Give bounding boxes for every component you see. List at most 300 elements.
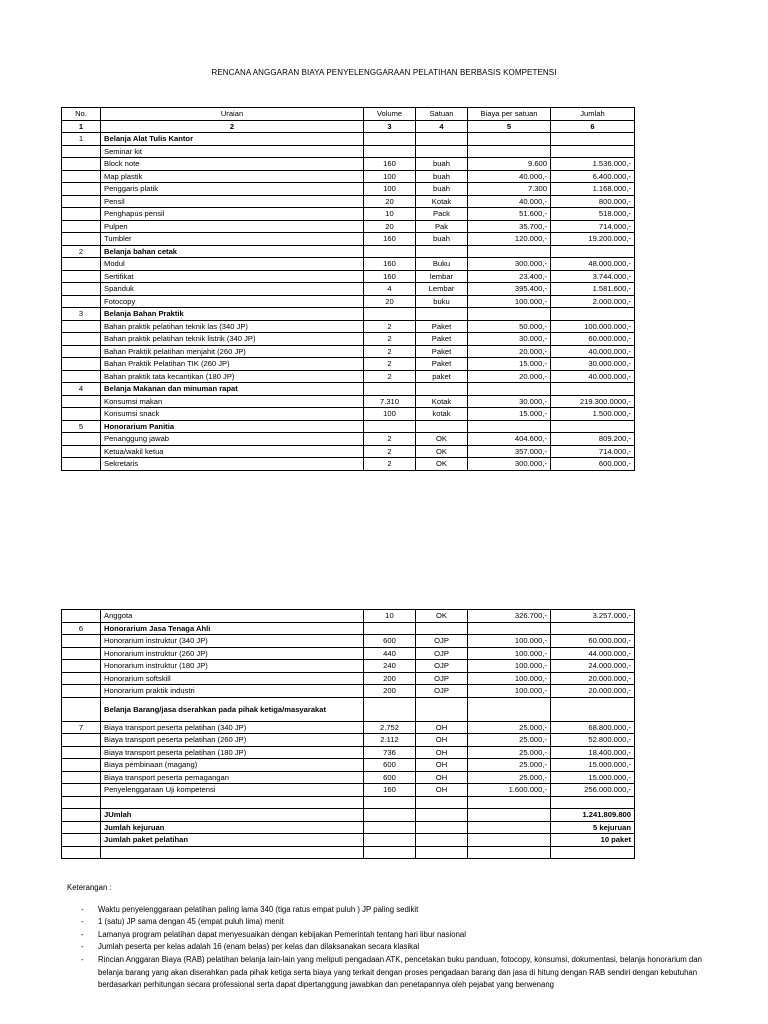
cell-uraian: Honorarium instruktur (180 JP) (101, 660, 364, 673)
cell-biaya-per-satuan (468, 846, 551, 859)
cell-satuan (416, 697, 468, 721)
cell-uraian: Biaya pembinaan (magang) (101, 759, 364, 772)
cell-satuan: buku (416, 295, 468, 308)
cell-jumlah (551, 622, 635, 635)
cell-uraian: Belanja Alat Tulis Kantor (101, 133, 364, 146)
cell-volume: 600 (364, 771, 416, 784)
cell-biaya-per-satuan: 326.700,- (468, 610, 551, 623)
note-item (67, 904, 707, 917)
cell-no (62, 771, 101, 784)
table-row (62, 370, 635, 383)
table-row (62, 771, 635, 784)
cell-volume: 2 (364, 333, 416, 346)
table-row (62, 308, 635, 321)
cell-no (62, 158, 101, 171)
cell-uraian: Biaya transport peserta pelatihan (260 JP) (101, 734, 364, 747)
cell-volume: 2 (364, 358, 416, 371)
cell-no (62, 358, 101, 371)
table-row (62, 821, 635, 834)
cell-jumlah (551, 383, 635, 396)
cell-no (62, 685, 101, 698)
cell-biaya-per-satuan: 100.000,- (468, 295, 551, 308)
cell-uraian: Jumlah paket pelatihan (101, 834, 364, 847)
table-row (62, 746, 635, 759)
cell-biaya-per-satuan (468, 245, 551, 258)
note-item (67, 916, 707, 929)
cell-volume: 160 (364, 158, 416, 171)
col-number-6: 6 (551, 120, 635, 133)
cell-jumlah: 40.000.000,- (551, 345, 635, 358)
cell-satuan: Lembar (416, 283, 468, 296)
document-title: RENCANA ANGGARAN BIAYA PENYELENGGARAAN PELATIHAN BERBASIS KOMPETENSI (211, 68, 557, 77)
cell-satuan: Paket (416, 333, 468, 346)
cell-uraian: Honorarium instruktur (340 JP) (101, 635, 364, 648)
cell-satuan: buah (416, 183, 468, 196)
cell-jumlah: 48.000.000,- (551, 258, 635, 271)
cell-biaya-per-satuan (468, 622, 551, 635)
cell-no (62, 220, 101, 233)
table-row (62, 796, 635, 809)
cell-volume: 20 (364, 195, 416, 208)
table-row (62, 195, 635, 208)
table-row (62, 685, 635, 698)
cell-uraian: Honorarium Jasa Tenaga Ahli (101, 622, 364, 635)
cell-no (62, 445, 101, 458)
cell-uraian: Konsumsi snack (101, 408, 364, 421)
cell-satuan (416, 420, 468, 433)
cell-jumlah: 40.000.000,- (551, 370, 635, 383)
cell-satuan (416, 308, 468, 321)
table-row (62, 220, 635, 233)
cell-biaya-per-satuan: 395.400,- (468, 283, 551, 296)
header-satuan: Satuan (416, 108, 468, 121)
cell-no: 7 (62, 721, 101, 734)
cell-jumlah: 256.000.000,- (551, 784, 635, 797)
header-uraian: Uraian (101, 108, 364, 121)
cell-volume: 160 (364, 258, 416, 271)
table-row (62, 647, 635, 660)
cell-jumlah: 600.000,- (551, 458, 635, 471)
cell-jumlah (551, 697, 635, 721)
cell-volume: 10 (364, 208, 416, 221)
table-row (62, 458, 635, 471)
table-row (62, 133, 635, 146)
cell-no (62, 697, 101, 721)
table-row (62, 635, 635, 648)
table-row (62, 333, 635, 346)
cell-no (62, 395, 101, 408)
table-row (62, 383, 635, 396)
cell-no (62, 170, 101, 183)
cell-jumlah: 219.300.0000,- (551, 395, 635, 408)
cell-jumlah: 68.800.000,- (551, 721, 635, 734)
cell-jumlah (551, 796, 635, 809)
cell-satuan: OK (416, 458, 468, 471)
cell-biaya-per-satuan: 23.400,- (468, 270, 551, 283)
cell-uraian: Sertifikat (101, 270, 364, 283)
cell-uraian: Honorarium Panitia (101, 420, 364, 433)
cell-jumlah: 2.000.000,- (551, 295, 635, 308)
cell-satuan: OH (416, 746, 468, 759)
cell-volume: 736 (364, 746, 416, 759)
cell-biaya-per-satuan: 15.000,- (468, 358, 551, 371)
cell-satuan: buah (416, 170, 468, 183)
cell-jumlah: 1.581.600,- (551, 283, 635, 296)
note-item (67, 954, 707, 992)
cell-volume: 160 (364, 233, 416, 246)
cell-jumlah: 15.000.000,- (551, 771, 635, 784)
cell-no (62, 784, 101, 797)
cell-jumlah: 6.400.000,- (551, 170, 635, 183)
cell-uraian: Belanja bahan cetak (101, 245, 364, 258)
cell-satuan: lembar (416, 270, 468, 283)
cell-uraian: Honorarium softskill (101, 672, 364, 685)
cell-satuan: Kotak (416, 195, 468, 208)
cell-biaya-per-satuan: 404.600,- (468, 433, 551, 446)
cell-satuan (416, 383, 468, 396)
cell-uraian: Anggota (101, 610, 364, 623)
cell-volume (364, 846, 416, 859)
cell-volume: 20 (364, 295, 416, 308)
cell-satuan: OJP (416, 635, 468, 648)
cell-uraian: Bahan praktik pelatihan teknik listrik (340 JP) (101, 333, 364, 346)
cell-jumlah: 20.000.000,- (551, 685, 635, 698)
cell-biaya-per-satuan: 30.000,- (468, 333, 551, 346)
cell-volume: 100 (364, 170, 416, 183)
cell-volume (364, 308, 416, 321)
header-biaya: Biaya per satuan (468, 108, 551, 121)
cell-no (62, 283, 101, 296)
cell-jumlah: 714.000,- (551, 220, 635, 233)
cell-uraian: Block note (101, 158, 364, 171)
cell-satuan: OK (416, 610, 468, 623)
table-row (62, 295, 635, 308)
cell-uraian: Penggaris platik (101, 183, 364, 196)
cell-biaya-per-satuan: 100.000,- (468, 660, 551, 673)
cell-no (62, 821, 101, 834)
cell-no: 2 (62, 245, 101, 258)
cell-no (62, 834, 101, 847)
cell-biaya-per-satuan (468, 796, 551, 809)
note-bullet: - (81, 954, 84, 964)
table-row (62, 672, 635, 685)
cell-uraian: Pensil (101, 195, 364, 208)
cell-uraian: Penanggung jawab (101, 433, 364, 446)
cell-volume: 2 (364, 370, 416, 383)
note-bullet: - (81, 904, 84, 914)
cell-volume: 440 (364, 647, 416, 660)
cell-volume: 100 (364, 183, 416, 196)
cell-jumlah: 3.257.000,- (551, 610, 635, 623)
cell-biaya-per-satuan: 7.300 (468, 183, 551, 196)
table-row (62, 183, 635, 196)
table-row (62, 697, 635, 721)
cell-uraian: Spanduk (101, 283, 364, 296)
notes-section (67, 882, 707, 992)
cell-biaya-per-satuan: 100.000,- (468, 647, 551, 660)
cell-biaya-per-satuan: 25.000,- (468, 759, 551, 772)
cell-jumlah: 30.000.000,- (551, 358, 635, 371)
cell-uraian: JUmlah (101, 809, 364, 822)
cell-satuan: OK (416, 433, 468, 446)
cell-biaya-per-satuan (468, 821, 551, 834)
cell-no (62, 796, 101, 809)
table-row (62, 208, 635, 221)
cell-satuan: OK (416, 445, 468, 458)
cell-satuan (416, 145, 468, 158)
col-number-4: 4 (416, 120, 468, 133)
cell-volume (364, 245, 416, 258)
cell-jumlah (551, 846, 635, 859)
cell-satuan: Pak (416, 220, 468, 233)
col-number-2: 2 (101, 120, 364, 133)
cell-no (62, 759, 101, 772)
cell-uraian: Pulpen (101, 220, 364, 233)
cell-jumlah: 1.241.809.800 (551, 809, 635, 822)
table-row (62, 445, 635, 458)
cell-volume: 2 (364, 433, 416, 446)
cell-satuan: buah (416, 233, 468, 246)
table-row (62, 270, 635, 283)
cell-no (62, 295, 101, 308)
cell-satuan: Paket (416, 358, 468, 371)
cell-satuan (416, 622, 468, 635)
cell-volume: 7.310 (364, 395, 416, 408)
cell-no (62, 208, 101, 221)
cell-volume (364, 834, 416, 847)
cell-volume: 2 (364, 458, 416, 471)
cell-no: 3 (62, 308, 101, 321)
cell-uraian: Biaya transport peserta pelatihan (180 JP) (101, 746, 364, 759)
cell-no (62, 270, 101, 283)
cell-biaya-per-satuan: 40.000,- (468, 195, 551, 208)
cell-satuan: OH (416, 721, 468, 734)
cell-volume (364, 697, 416, 721)
cell-satuan: buah (416, 158, 468, 171)
cell-jumlah: 60.000.000,- (551, 333, 635, 346)
cell-uraian: Belanja Barang/jasa dserahkan pada pihak ketiga/masyarakat (101, 697, 364, 721)
cell-jumlah: 1.536.000,- (551, 158, 635, 171)
cell-biaya-per-satuan: 9.600 (468, 158, 551, 171)
table-row (62, 759, 635, 772)
cell-biaya-per-satuan: 51.600,- (468, 208, 551, 221)
cell-jumlah: 518.000,- (551, 208, 635, 221)
cell-no: 6 (62, 622, 101, 635)
cell-jumlah (551, 308, 635, 321)
cell-biaya-per-satuan (468, 834, 551, 847)
table-row (62, 320, 635, 333)
table-row (62, 145, 635, 158)
cell-volume (364, 796, 416, 809)
col-number-5: 5 (468, 120, 551, 133)
cell-biaya-per-satuan (468, 697, 551, 721)
cell-volume (364, 383, 416, 396)
table-row (62, 258, 635, 271)
cell-uraian: Konsumsi makan (101, 395, 364, 408)
cell-satuan (416, 834, 468, 847)
table-row (62, 734, 635, 747)
note-bullet: - (81, 942, 84, 952)
cell-volume: 2.752 (364, 721, 416, 734)
cell-biaya-per-satuan: 100.000,- (468, 672, 551, 685)
cell-biaya-per-satuan: 300.000,- (468, 258, 551, 271)
cell-jumlah: 15.000.000,- (551, 759, 635, 772)
cell-no (62, 846, 101, 859)
table-row (62, 245, 635, 258)
cell-satuan: paket (416, 370, 468, 383)
cell-jumlah (551, 420, 635, 433)
table-row (62, 233, 635, 246)
cell-uraian: Penyelenggaraan Uji kompetensi (101, 784, 364, 797)
cell-satuan (416, 796, 468, 809)
cell-volume (364, 821, 416, 834)
cell-satuan: OH (416, 734, 468, 747)
cell-biaya-per-satuan: 25.000,- (468, 771, 551, 784)
cell-uraian: Bahan praktik tata kecantikan (180 JP) (101, 370, 364, 383)
cell-no (62, 145, 101, 158)
cell-jumlah: 44.000.000,- (551, 647, 635, 660)
table-row (62, 433, 635, 446)
cell-satuan: OJP (416, 660, 468, 673)
cell-biaya-per-satuan: 50.000,- (468, 320, 551, 333)
cell-jumlah: 714.000,- (551, 445, 635, 458)
cell-no (62, 433, 101, 446)
table-header-row (62, 108, 635, 121)
cell-jumlah: 5 kejuruan (551, 821, 635, 834)
cell-satuan: Paket (416, 345, 468, 358)
cell-no (62, 370, 101, 383)
cell-uraian: Belanja Bahan Praktik (101, 308, 364, 321)
cell-volume: 2 (364, 345, 416, 358)
cell-biaya-per-satuan: 300.000,- (468, 458, 551, 471)
cell-no (62, 746, 101, 759)
cell-biaya-per-satuan: 100.000,- (468, 685, 551, 698)
cell-volume: 4 (364, 283, 416, 296)
cell-uraian: Fotocopy (101, 295, 364, 308)
cell-uraian: Tumbler (101, 233, 364, 246)
cell-no: 4 (62, 383, 101, 396)
cell-volume (364, 133, 416, 146)
header-jumlah: Jumlah (551, 108, 635, 121)
cell-satuan (416, 846, 468, 859)
note-text: Lamanya program pelatihan dapat menyesuaikan dengan kebijakan Pemerintah tentang hari libur nasional (98, 929, 466, 939)
cell-volume: 2 (364, 320, 416, 333)
cell-no (62, 345, 101, 358)
table-row (62, 170, 635, 183)
cell-no (62, 647, 101, 660)
cell-volume: 600 (364, 759, 416, 772)
cell-uraian: Honorarium praktik industri (101, 685, 364, 698)
cell-biaya-per-satuan (468, 383, 551, 396)
cell-biaya-per-satuan (468, 145, 551, 158)
table-row (62, 158, 635, 171)
cell-no (62, 333, 101, 346)
cell-uraian: Biaya transport peserta pemagangan (101, 771, 364, 784)
notes-list (67, 904, 707, 992)
cell-volume: 600 (364, 635, 416, 648)
table-row (62, 846, 635, 859)
cell-biaya-per-satuan: 35.700,- (468, 220, 551, 233)
cell-jumlah: 60.000.000,- (551, 635, 635, 648)
cell-jumlah (551, 133, 635, 146)
cell-biaya-per-satuan: 15.000,- (468, 408, 551, 421)
cell-no (62, 195, 101, 208)
cell-jumlah: 800.000,- (551, 195, 635, 208)
cell-biaya-per-satuan (468, 420, 551, 433)
cell-uraian: Jumlah kejuruan (101, 821, 364, 834)
table-row (62, 420, 635, 433)
cell-biaya-per-satuan: 1.600.000,- (468, 784, 551, 797)
cell-no (62, 672, 101, 685)
cell-uraian: Biaya transport peserta pelatihan (340 JP) (101, 721, 364, 734)
table-row (62, 809, 635, 822)
table-row (62, 660, 635, 673)
col-number-3: 3 (364, 120, 416, 133)
note-text: 1 (satu) JP sama dengan 45 (empat puluh lima) menit (98, 917, 284, 927)
cell-no (62, 734, 101, 747)
cell-biaya-per-satuan (468, 308, 551, 321)
cell-jumlah: 10 paket (551, 834, 635, 847)
cell-satuan: Pack (416, 208, 468, 221)
col-number-1: 1 (62, 120, 101, 133)
note-item (67, 941, 707, 954)
cell-volume: 20 (364, 220, 416, 233)
column-number-row (62, 120, 635, 133)
cell-biaya-per-satuan: 20.000,- (468, 370, 551, 383)
cell-satuan: OH (416, 784, 468, 797)
table-row (62, 408, 635, 421)
table-row (62, 784, 635, 797)
cell-uraian: Modul (101, 258, 364, 271)
cell-jumlah: 3.744.000,- (551, 270, 635, 283)
cell-jumlah: 1.500.000,- (551, 408, 635, 421)
cell-volume: 100 (364, 408, 416, 421)
cell-jumlah: 24.000.000,- (551, 660, 635, 673)
cell-volume: 160 (364, 270, 416, 283)
table-row (62, 622, 635, 635)
cell-satuan (416, 245, 468, 258)
budget-table-part-1 (61, 107, 635, 471)
table-row (62, 395, 635, 408)
cell-satuan: Buku (416, 258, 468, 271)
cell-no (62, 233, 101, 246)
cell-volume: 2 (364, 445, 416, 458)
cell-jumlah: 19.200.000,- (551, 233, 635, 246)
cell-uraian: Sekretaris (101, 458, 364, 471)
table-row (62, 610, 635, 623)
note-bullet: - (81, 929, 84, 939)
cell-no (62, 660, 101, 673)
table-row (62, 345, 635, 358)
cell-uraian: Bahan praktik pelatihan teknik las (340 JP) (101, 320, 364, 333)
cell-satuan: Kotak (416, 395, 468, 408)
cell-uraian: Map plastik (101, 170, 364, 183)
cell-uraian: Penghapus pensil (101, 208, 364, 221)
cell-biaya-per-satuan (468, 809, 551, 822)
cell-volume: 240 (364, 660, 416, 673)
cell-no: 5 (62, 420, 101, 433)
cell-satuan: OJP (416, 672, 468, 685)
table-row (62, 721, 635, 734)
cell-volume: 200 (364, 685, 416, 698)
cell-biaya-per-satuan: 30.000,- (468, 395, 551, 408)
cell-satuan: OH (416, 771, 468, 784)
cell-volume (364, 622, 416, 635)
cell-no: 1 (62, 133, 101, 146)
cell-volume: 10 (364, 610, 416, 623)
table-row (62, 834, 635, 847)
cell-volume: 160 (364, 784, 416, 797)
